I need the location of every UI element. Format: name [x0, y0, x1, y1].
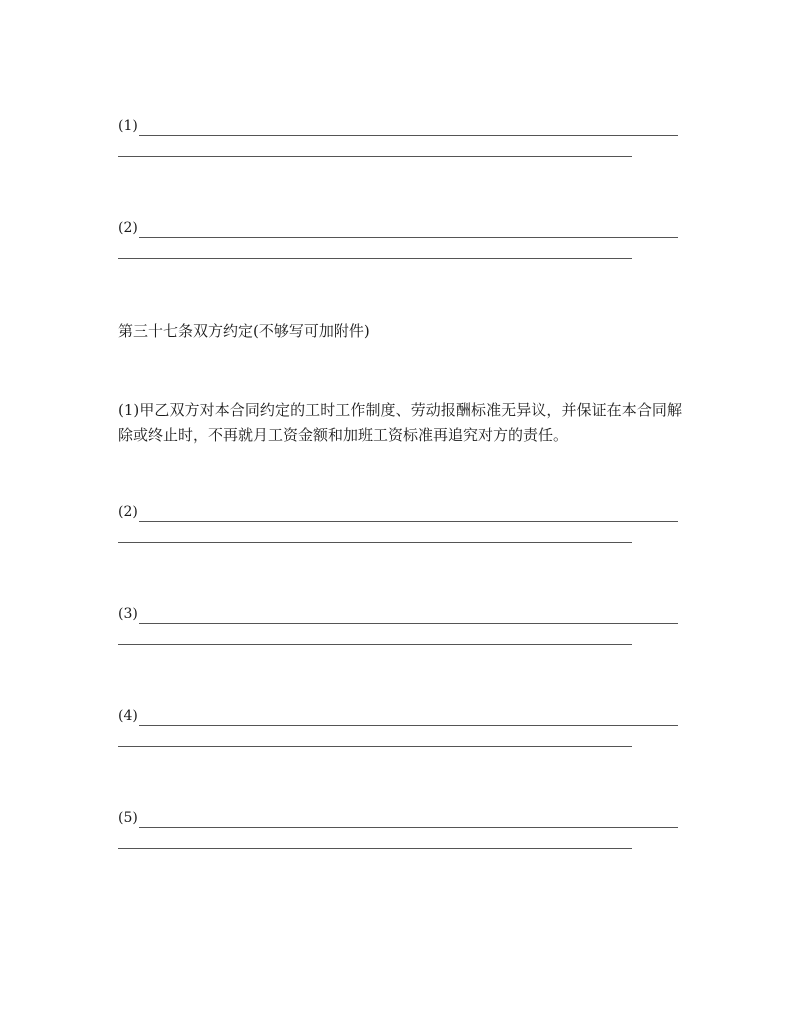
blank-item-clause-3: [118, 602, 678, 645]
fill-line: [118, 746, 632, 747]
blank-item-clause-2: [118, 500, 678, 543]
fill-line: [118, 644, 632, 645]
blank-label: (4): [118, 708, 138, 724]
fill-line: [139, 520, 678, 522]
fill-line: [118, 542, 632, 543]
blank-item-clause-5: [118, 806, 678, 849]
fill-line: [118, 258, 632, 259]
blank-label: (3): [118, 606, 138, 622]
blank-item-1: [118, 114, 678, 157]
fill-line: [139, 622, 678, 624]
fill-line: [118, 848, 632, 849]
blank-label: (2): [118, 220, 138, 236]
blank-item-2: [118, 216, 678, 259]
blank-label: (2): [118, 504, 138, 520]
clause-1-text: (1)甲乙双方对本合同约定的工时工作制度、劳动报酬标准无异议，并保证在本合同解除或终止时，不再就月工资金额和加班工资标准再追究对方的责任。: [118, 401, 682, 444]
blank-label: (5): [118, 810, 138, 826]
blank-item-clause-4: [118, 704, 678, 747]
blank-label: (1): [118, 118, 138, 134]
article-heading: 第三十七条双方约定(不够写可加附件): [118, 322, 370, 340]
fill-line: [139, 724, 678, 726]
fill-line: [139, 826, 678, 828]
fill-line: [139, 236, 678, 238]
fill-line: [118, 156, 632, 157]
fill-line: [139, 134, 678, 136]
